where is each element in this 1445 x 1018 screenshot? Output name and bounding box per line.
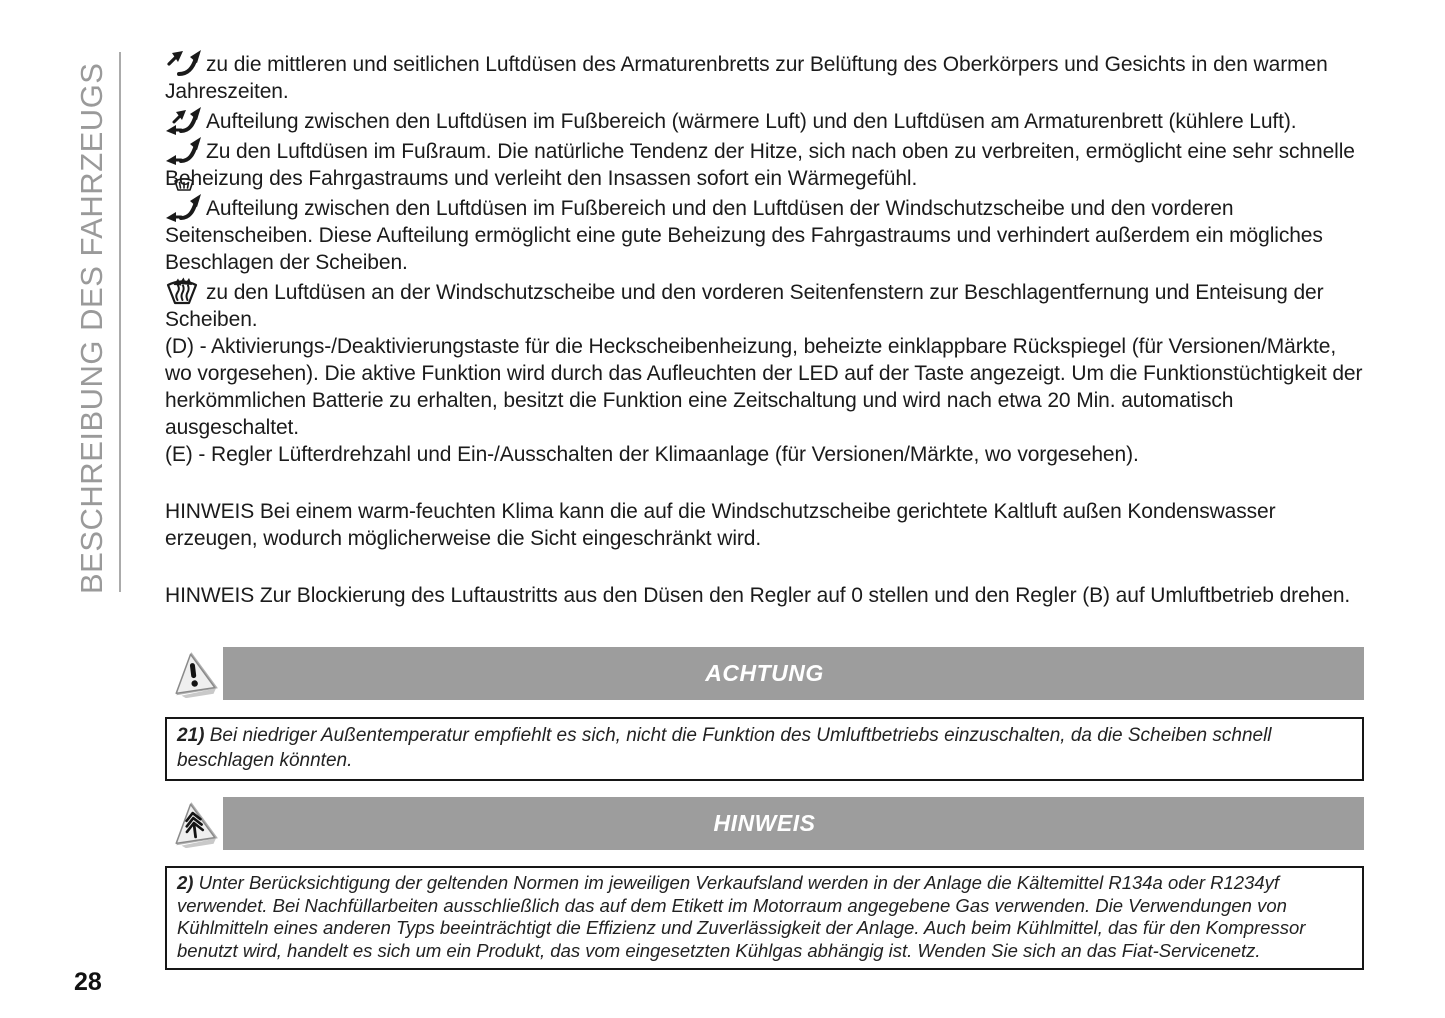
paragraph-rear-window-button [165,333,1364,441]
notice-item-box [165,866,1364,970]
notice-banner-label: HINWEIS [713,810,816,836]
warning-item-box [165,717,1364,781]
warning-item-text: Bei niedriger Außentemperatur empfiehlt es sich, nicht die Funktion des Umluftbetriebs einzuschalten, da die Scheiben schnell beschlagen könnten. [177,725,1272,771]
warning-item-ref: 21) [177,725,205,746]
warning-banner [165,647,1364,700]
paragraph-text: (D) - Aktivierungs-/Deaktivierungstaste für die Heckscheibenheizung, beheizte einklappbare Rückspiegel (für Versionen/Märkte, wo vorgesehen). Die aktive Funktion wird durch das Aufleuchten der LED auf der Taste angezeigt. Um die Funktionstüchtigkeit der herkömmlichen Batterie zu erhalten, besitzt die Funktion eine Zeitschaltung und wird nach etwa 20 Min. automatisch ausgeschaltet. [165,335,1363,439]
sidebar-rule [119,52,121,592]
notice-item-text: Unter Berücksichtigung der geltenden Normen im jeweiligen Verkaufsland werden in der Anlage die Kältemittel R134a oder R1234yf verwendet. Bei Nachfüllarbeiten ausschließlich das auf dem Etikett im Motorraum angegebene Gas verwenden. Die Verwendungen von Kühlmitteln eines anderen Typs beeinträchtigt die Effizienz und Zuverlässigkeit der Anlage. Auch beim Kühlmittel, das für den Kompressor benutzt wird, handelt es sich um ein Produkt, das vom eingesetzten Kühlgas abhängig ist. Wenden Sie sich an das Fiat-Servicenetz. [177,872,1306,961]
page-content [165,48,1364,970]
vent-bilevel-icon [165,105,201,131]
vent-floor-icon [165,135,201,161]
notice-banner [165,797,1364,850]
note-condensation: HINWEIS Bei einem warm-feuchten Klima kann die auf die Windschutzscheibe gerichtete Kaltluft außen Kondenswasser erzeugen, wodurch möglicherweise die Sicht eingeschränkt wird. [165,500,1276,550]
paragraph-vent-floor-windshield [165,192,1364,276]
chapter-title: BESCHREIBUNG DES FAHRZEUGS [74,62,109,594]
page-number: 28 [74,968,102,996]
paragraph-text: Aufteilung zwischen den Luftdüsen im Fußbereich (wärmere Luft) und den Luftdüsen am Armaturenbrett (kühlere Luft). [206,110,1297,133]
vent-floor-windshield-icon [165,192,201,218]
paragraph-vent-floor [165,135,1364,192]
paragraph-text: zu die mittleren und seitlichen Luftdüsen des Armaturenbretts zur Belüftung des Oberkörpers und Gesichts in den warmen Jahreszeiten. [165,53,1328,103]
paragraph-vent-face [165,48,1364,105]
paragraph-text: zu den Luftdüsen an der Windschutzscheibe und den vorderen Seitenfenstern zur Beschlagentfernung und Enteisung der Scheiben. [165,281,1324,331]
paragraph-defrost-windshield [165,276,1364,333]
paragraph-vent-bilevel [165,105,1364,135]
vent-face-icon [165,48,201,74]
paragraph-text: (E) - Regler Lüfterdrehzahl und Ein-/Ausschalten der Klimaanlage (für Versionen/Märkte, wo vorgesehen). [165,443,1139,466]
paragraph-fan-control [165,441,1364,468]
note-airflow-block: HINWEIS Zur Blockierung des Luftaustritts aus den Düsen den Regler auf 0 stellen und den Regler (B) auf Umluftbetrieb drehen. [165,584,1351,607]
warning-banner-label: ACHTUNG [705,660,824,686]
paragraph-text: Aufteilung zwischen den Luftdüsen im Fußbereich und den Luftdüsen der Windschutzscheibe und den vorderen Seitenscheiben. Diese Aufteilung ermöglicht eine gute Beheizung des Fahrgastraums und verhindert außerdem ein mögliches Beschlagen der Scheiben. [165,197,1323,274]
paragraph-text: Zu den Luftdüsen im Fußraum. Die natürliche Tendenz der Hitze, sich nach oben zu verbreiten, ermöglicht eine sehr schnelle Beheizung des Fahrgastraums und verleiht den Insassen sofort ein Wärmegefühl. [165,140,1355,190]
defrost-windshield-icon [165,276,201,302]
notice-item-ref: 2) [177,872,194,893]
